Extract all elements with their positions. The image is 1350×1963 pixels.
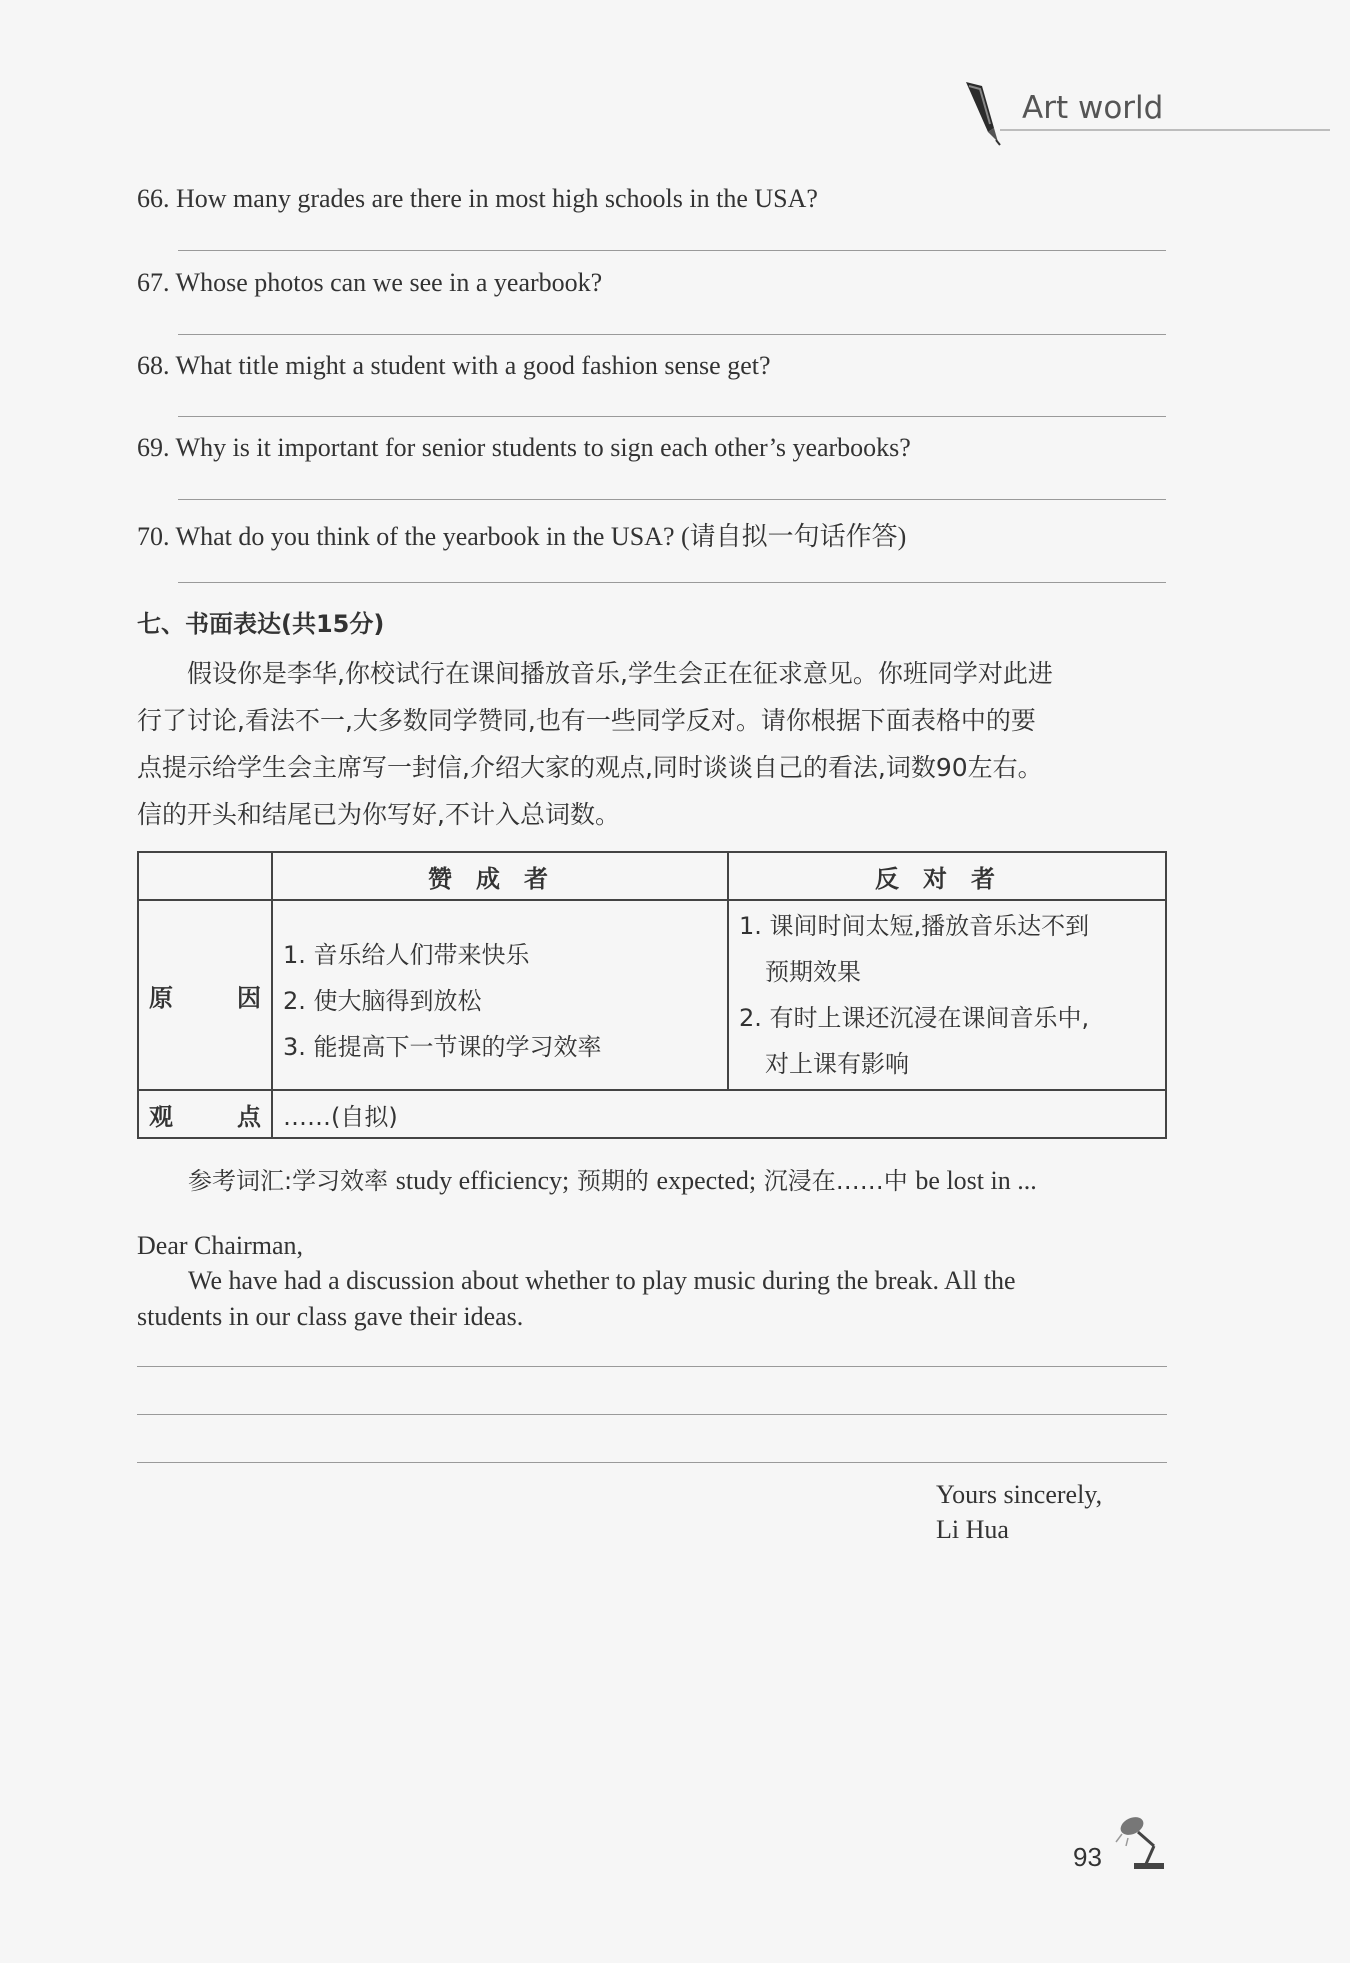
writing-line[interactable] — [137, 1366, 1167, 1367]
task-paragraph — [137, 650, 1167, 838]
paragraph-line: 信的开头和结尾已为你写好,不计入总词数。 — [137, 800, 620, 829]
paragraph-line: 点提示给学生会主席写一封信,介绍大家的观点,同时谈谈自己的看法,词数90左右。 — [137, 753, 1043, 782]
row-label-view: 观 点 — [138, 1090, 272, 1138]
pro-reasons — [272, 900, 728, 1090]
question-66: 66. How many grades are there in most high schools in the USA? — [137, 184, 818, 213]
header-rule — [1000, 129, 1330, 131]
pro-item: 1. 音乐给人们带来快乐 — [283, 941, 530, 969]
letter-signature: Li Hua — [936, 1515, 1009, 1544]
table-corner — [138, 852, 272, 900]
con-item-cont: 预期效果 — [765, 958, 861, 986]
section-header — [960, 78, 1330, 148]
writing-line[interactable] — [137, 1462, 1167, 1463]
question-67: 67. Whose photos can we see in a yearbook? — [137, 268, 603, 297]
section-title: 七、书面表达(共15分) — [137, 610, 385, 638]
answer-line-69[interactable] — [178, 499, 1166, 500]
question-70: 70. What do you think of the yearbook in the USA? (请自拟一句话作答) — [137, 522, 907, 551]
view-value: ……(自拟) — [272, 1090, 1166, 1138]
pro-item: 3. 能提高下一节课的学习效率 — [283, 1033, 602, 1061]
con-item-cont: 对上课有影响 — [765, 1050, 909, 1078]
answer-line-68[interactable] — [178, 416, 1166, 417]
header-pro: 赞成者 — [272, 852, 728, 900]
opinion-table — [137, 851, 1167, 1139]
header-title: Art world — [1022, 90, 1164, 126]
writing-line[interactable] — [137, 1414, 1167, 1415]
letter-salutation: Dear Chairman, — [137, 1231, 304, 1260]
con-reasons — [728, 900, 1166, 1090]
answer-line-70[interactable] — [178, 582, 1166, 583]
row-label-reason: 原 因 — [138, 900, 272, 1090]
letter-body-line: We have had a discussion about whether to play music during the break. All the — [188, 1266, 1016, 1295]
pen-icon — [960, 78, 1006, 146]
paragraph-line: 行了讨论,看法不一,大多数同学赞同,也有一些同学反对。请你根据下面表格中的要 — [137, 706, 1036, 735]
letter-closing: Yours sincerely, — [936, 1480, 1103, 1509]
desk-lamp-icon — [1108, 1812, 1170, 1872]
con-item: 2. 有时上课还沉浸在课间音乐中, — [739, 1004, 1090, 1032]
pro-item: 2. 使大脑得到放松 — [283, 987, 482, 1015]
answer-line-67[interactable] — [178, 334, 1166, 335]
paragraph-line: 假设你是李华,你校试行在课间播放音乐,学生会正在征求意见。你班同学对此进 — [187, 659, 1053, 688]
question-68: 68. What title might a student with a good fashion sense get? — [137, 351, 771, 380]
question-69: 69. Why is it important for senior students to sign each other’s yearbooks? — [137, 433, 911, 462]
reference-vocabulary: 参考词汇:学习效率 study efficiency; 预期的 expected; 沉浸在……中 be lost in ... — [188, 1166, 1037, 1195]
con-item: 1. 课间时间太短,播放音乐达不到 — [739, 912, 1090, 940]
page-number: 93 — [1073, 1842, 1102, 1872]
header-con: 反对者 — [728, 852, 1166, 900]
letter-body-line: students in our class gave their ideas. — [137, 1302, 524, 1331]
answer-line-66[interactable] — [178, 250, 1166, 251]
